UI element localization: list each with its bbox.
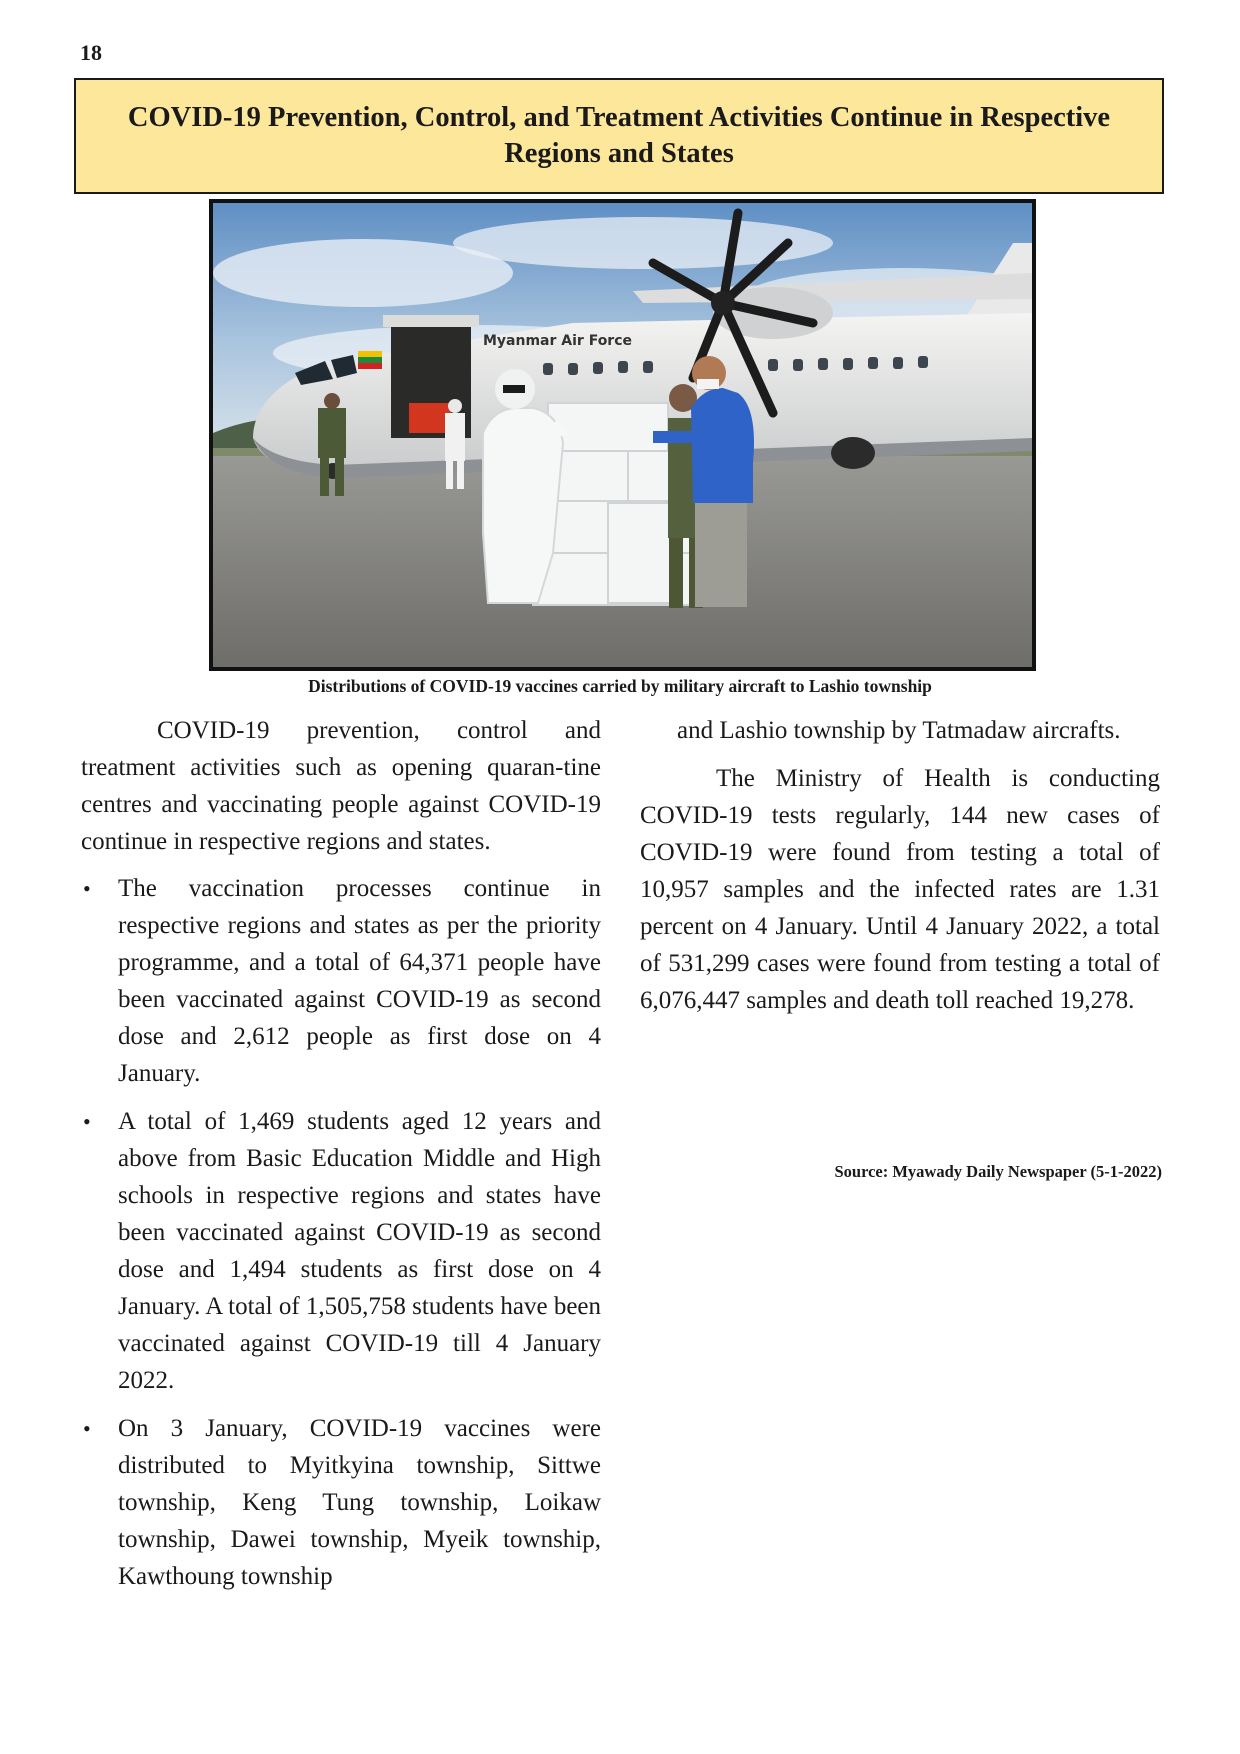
bullet-text: The vaccination processes continue in respective regions and states as per the priority programme, and a total of 64,371 people have been vaccinated against COVID-19 as second dose and 2,612 people as first dose on 4 January. (118, 875, 601, 1087)
bullet-icon: • (83, 1416, 91, 1441)
bullet-continuation: and Lashio township by Tatmadaw aircrafts. (677, 717, 1121, 744)
bullet-icon: • (83, 876, 91, 901)
source-credit: Source: Myawady Daily Newspaper (5-1-2022) (834, 1162, 1162, 1181)
ministry-paragraph: The Ministry of Health is conducting COVID-19 tests regularly, 144 new cases of COVID-19 were found from testing a total of 10,957 samples and the infected rates are 1.31 percent on 4 January. Until 4 January 2022, a total of 531,299 cases were found from testing a total of 6,076,447 samples and death toll reached 19,278. (640, 765, 1160, 1014)
page-number: 18 (80, 40, 102, 65)
bullet-text: A total of 1,469 students aged 12 years and above from Basic Education Middle and High schools in respective regions and states have been vaccinated against COVID-19 as second dose and 1,494 students as first dose on 4 January. A total of 1,505,758 students have been vaccinated against COVID-19 till 4 January 2022. (118, 1108, 602, 1394)
bullet-text: On 3 January, COVID-19 vaccines were distributed to Myitkyina township, Sittwe township, Keng Tung township, Loikaw township, Dawei township, Myeik township, Kawthoung township (118, 1415, 601, 1590)
title-banner (74, 78, 1164, 194)
bullet-icon: • (83, 1109, 91, 1134)
news-photo (209, 199, 1036, 671)
list-item (81, 1410, 601, 1595)
bullet-list (81, 870, 601, 1595)
aircraft-livery-text: Myanmar Air Force (483, 333, 633, 349)
right-column (640, 712, 1160, 1019)
article-title: COVID-19 Prevention, Control, and Treatment Activities Continue in Respective Regions and States (127, 102, 1111, 169)
photo-caption: Distributions of COVID-19 vaccines carried by military aircraft to Lashio township (308, 676, 932, 696)
intro-paragraph: COVID-19 prevention, control and treatment activities such as opening quaran-tine centres and vaccinating people against COVID-19 continue in respective regions and states. (81, 717, 601, 855)
list-item (81, 1103, 601, 1399)
list-item (81, 870, 601, 1092)
left-column (81, 712, 601, 1606)
aircraft-photo-illustration (213, 203, 1032, 667)
